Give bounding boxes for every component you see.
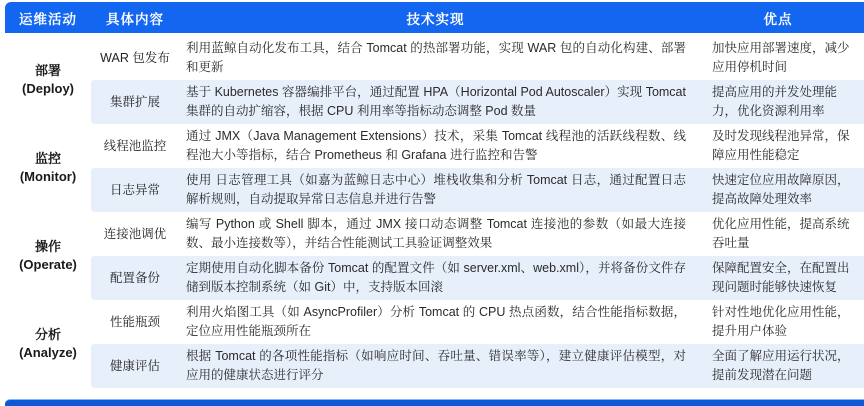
table-cell-task: 连接池调优 xyxy=(103,226,167,241)
header-benefit: 优点 xyxy=(763,11,793,27)
group-deploy xyxy=(5,36,91,124)
table-cell-task: WAR 包发布 xyxy=(100,50,170,65)
group-monitor xyxy=(5,124,91,212)
group-label-en: (Monitor) xyxy=(19,169,77,184)
table-cell-tech: 利用火焰图工具（如 AsyncProfiler）分析 Tomcat 的 CPU 热点函数，结合性能指标数据，定位应用性能瓶颈所在 xyxy=(186,305,686,338)
table-cell-task: 健康评估 xyxy=(91,344,179,388)
group-label-zh: 操作 xyxy=(34,239,61,254)
next-section-top-edge xyxy=(5,399,864,406)
table-cell-task: 线程池监控 xyxy=(103,138,167,153)
table-cell-benefit: 全面了解应用运行状况，提前发现潜在问题 xyxy=(692,344,864,388)
header-activity: 运维活动 xyxy=(19,11,77,27)
table-cell-benefit: 及时发现线程池异常，保障应用性能稳定 xyxy=(712,129,850,162)
table-cell-benefit: 优化应用性能，提高系统吞吐量 xyxy=(712,217,850,250)
table-cell-benefit: 保障配置安全，在配置出现问题时能够快速恢复 xyxy=(692,256,864,300)
table-body xyxy=(5,36,864,388)
group-label-zh: 部署 xyxy=(34,63,61,78)
table-cell-benefit: 加快应用部署速度，减少应用停机时间 xyxy=(712,41,850,74)
table-cell-task: 集群扩展 xyxy=(91,80,179,124)
table-cell-tech: 通过 JMX（Java Management Extensions）技术，采集 Tomcat 线程池的活跃线程数、线程池大小等指标，结合 Prometheus 和 Grafana 进行监控和告警 xyxy=(186,129,686,162)
table-cell-benefit: 针对性地优化应用性能，提升用户体验 xyxy=(712,305,850,338)
table-cell-benefit: 快速定位应用故障原因，提高故障处理效率 xyxy=(692,168,864,212)
group-label-zh: 监控 xyxy=(34,151,61,166)
table-cell-tech: 使用 日志管理工具（如嘉为蓝鲸日志中心）堆栈收集和分析 Tomcat 日志，通过配置日志解析规则，自动提取异常日志信息并进行告警 xyxy=(179,168,692,212)
group-label-zh: 分析 xyxy=(34,327,61,342)
group-operate xyxy=(5,212,91,300)
table-header-row xyxy=(5,2,864,33)
group-label-en: (Operate) xyxy=(19,257,77,272)
table-cell-tech: 定期使用自动化脚本备份 Tomcat 的配置文件（如 server.xml、web.xml），并将备份文件存储到版本控制系统（如 Git）中，支持版本回滚 xyxy=(179,256,692,300)
group-label-en: (Deploy) xyxy=(22,81,74,96)
table-cell-tech: 编写 Python 或 Shell 脚本，通过 JMX 接口动态调整 Tomcat 连接池的参数（如最大连接数、最小连接数等），并结合性能测试工具验证调整效果 xyxy=(186,217,686,250)
table-cell-tech: 基于 Kubernetes 容器编排平台，通过配置 HPA（Horizontal Pod Autoscaler）实现 Tomcat 集群的自动扩缩容，根据 CPU 利用率等指标动态调整 Pod 数量 xyxy=(179,80,692,124)
table-cell-task: 性能瓶颈 xyxy=(109,314,160,329)
table-cell-task: 日志异常 xyxy=(91,168,179,212)
table-cell-benefit: 提高应用的并发处理能力，优化资源利用率 xyxy=(692,80,864,124)
table-cell-tech: 根据 Tomcat 的各项性能指标（如响应时间、吞吐量、错误率等），建立健康评估模型，对应用的健康状态进行评分 xyxy=(179,344,692,388)
header-tech: 技术实现 xyxy=(406,11,465,27)
group-analyze xyxy=(5,300,91,388)
group-label-en: (Analyze) xyxy=(19,345,77,360)
table-cell-task: 配置备份 xyxy=(91,256,179,300)
table-cell-tech: 利用蓝鲸自动化发布工具，结合 Tomcat 的热部署功能，实现 WAR 包的自动化构建、部署和更新 xyxy=(186,41,686,74)
header-task: 具体内容 xyxy=(106,11,164,27)
